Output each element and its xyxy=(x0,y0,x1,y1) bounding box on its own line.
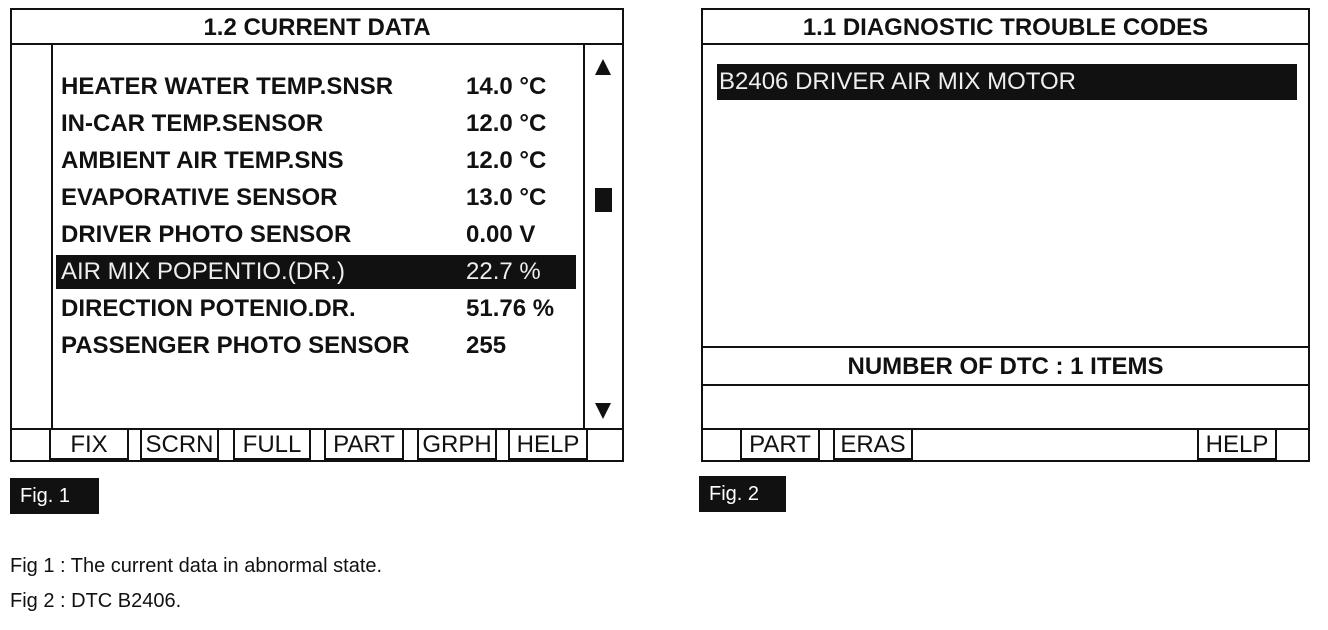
grph-button[interactable]: GRPH xyxy=(417,430,497,460)
row-value: 12.0 °C xyxy=(466,147,547,174)
scrollbar-thumb[interactable] xyxy=(595,188,612,212)
dtc-row-selected[interactable]: B2406 DRIVER AIR MIX MOTOR xyxy=(717,64,1297,100)
row-value: 22.7 % xyxy=(466,258,541,285)
scrollbar[interactable] xyxy=(583,45,622,430)
help-button[interactable]: HELP xyxy=(508,430,588,460)
function-key-bar xyxy=(703,428,1308,460)
dtc-count: NUMBER OF DTC : 1 ITEMS xyxy=(703,346,1308,386)
eras-button[interactable]: ERAS xyxy=(833,430,913,460)
fix-button[interactable]: FIX xyxy=(49,430,129,460)
figure-label: Fig. 2 xyxy=(699,476,786,512)
left-margin-strip xyxy=(12,45,53,430)
row-label: EVAPORATIVE SENSOR xyxy=(61,184,338,211)
row-label: HEATER WATER TEMP.SNSR xyxy=(61,73,394,100)
row-label: AIR MIX POPENTIO.(DR.) xyxy=(61,258,346,285)
current-data-panel xyxy=(10,8,624,462)
data-row-selected[interactable] xyxy=(56,255,576,289)
panel-title: 1.2 CURRENT DATA xyxy=(12,10,622,45)
part-button[interactable]: PART xyxy=(740,430,820,460)
triangle-down-icon[interactable] xyxy=(595,403,611,419)
data-row[interactable] xyxy=(56,329,576,363)
panel-title: 1.1 DIAGNOSTIC TROUBLE CODES xyxy=(703,10,1308,45)
scrn-button[interactable]: SCRN xyxy=(140,430,219,460)
row-value: 12.0 °C xyxy=(466,110,547,137)
dtc-panel xyxy=(701,8,1310,462)
row-label: DIRECTION POTENIO.DR. xyxy=(61,295,356,322)
data-row[interactable] xyxy=(56,292,576,326)
figure-label: Fig. 1 xyxy=(10,478,99,514)
row-label: AMBIENT AIR TEMP.SNS xyxy=(61,147,344,174)
triangle-up-icon[interactable] xyxy=(595,59,611,75)
row-value: 13.0 °C xyxy=(466,184,547,211)
data-row[interactable] xyxy=(56,181,576,215)
row-value: 0.00 V xyxy=(466,221,536,248)
part-button[interactable]: PART xyxy=(324,430,404,460)
data-row[interactable] xyxy=(56,107,576,141)
help-button[interactable]: HELP xyxy=(1197,430,1277,460)
function-key-bar xyxy=(12,428,622,460)
row-label: DRIVER PHOTO SENSOR xyxy=(61,221,352,248)
row-label: IN-CAR TEMP.SENSOR xyxy=(61,110,324,137)
data-row[interactable] xyxy=(56,70,576,104)
data-list xyxy=(53,45,581,430)
row-value: 255 xyxy=(466,332,507,359)
row-value: 14.0 °C xyxy=(466,73,547,100)
full-button[interactable]: FULL xyxy=(233,430,311,460)
data-row[interactable] xyxy=(56,144,576,178)
caption: Fig 2 : DTC B2406. xyxy=(10,590,182,612)
caption: Fig 1 : The current data in abnormal state. xyxy=(10,555,383,577)
row-value: 51.76 % xyxy=(466,295,555,322)
row-label: PASSENGER PHOTO SENSOR xyxy=(61,332,410,359)
data-row[interactable] xyxy=(56,218,576,252)
